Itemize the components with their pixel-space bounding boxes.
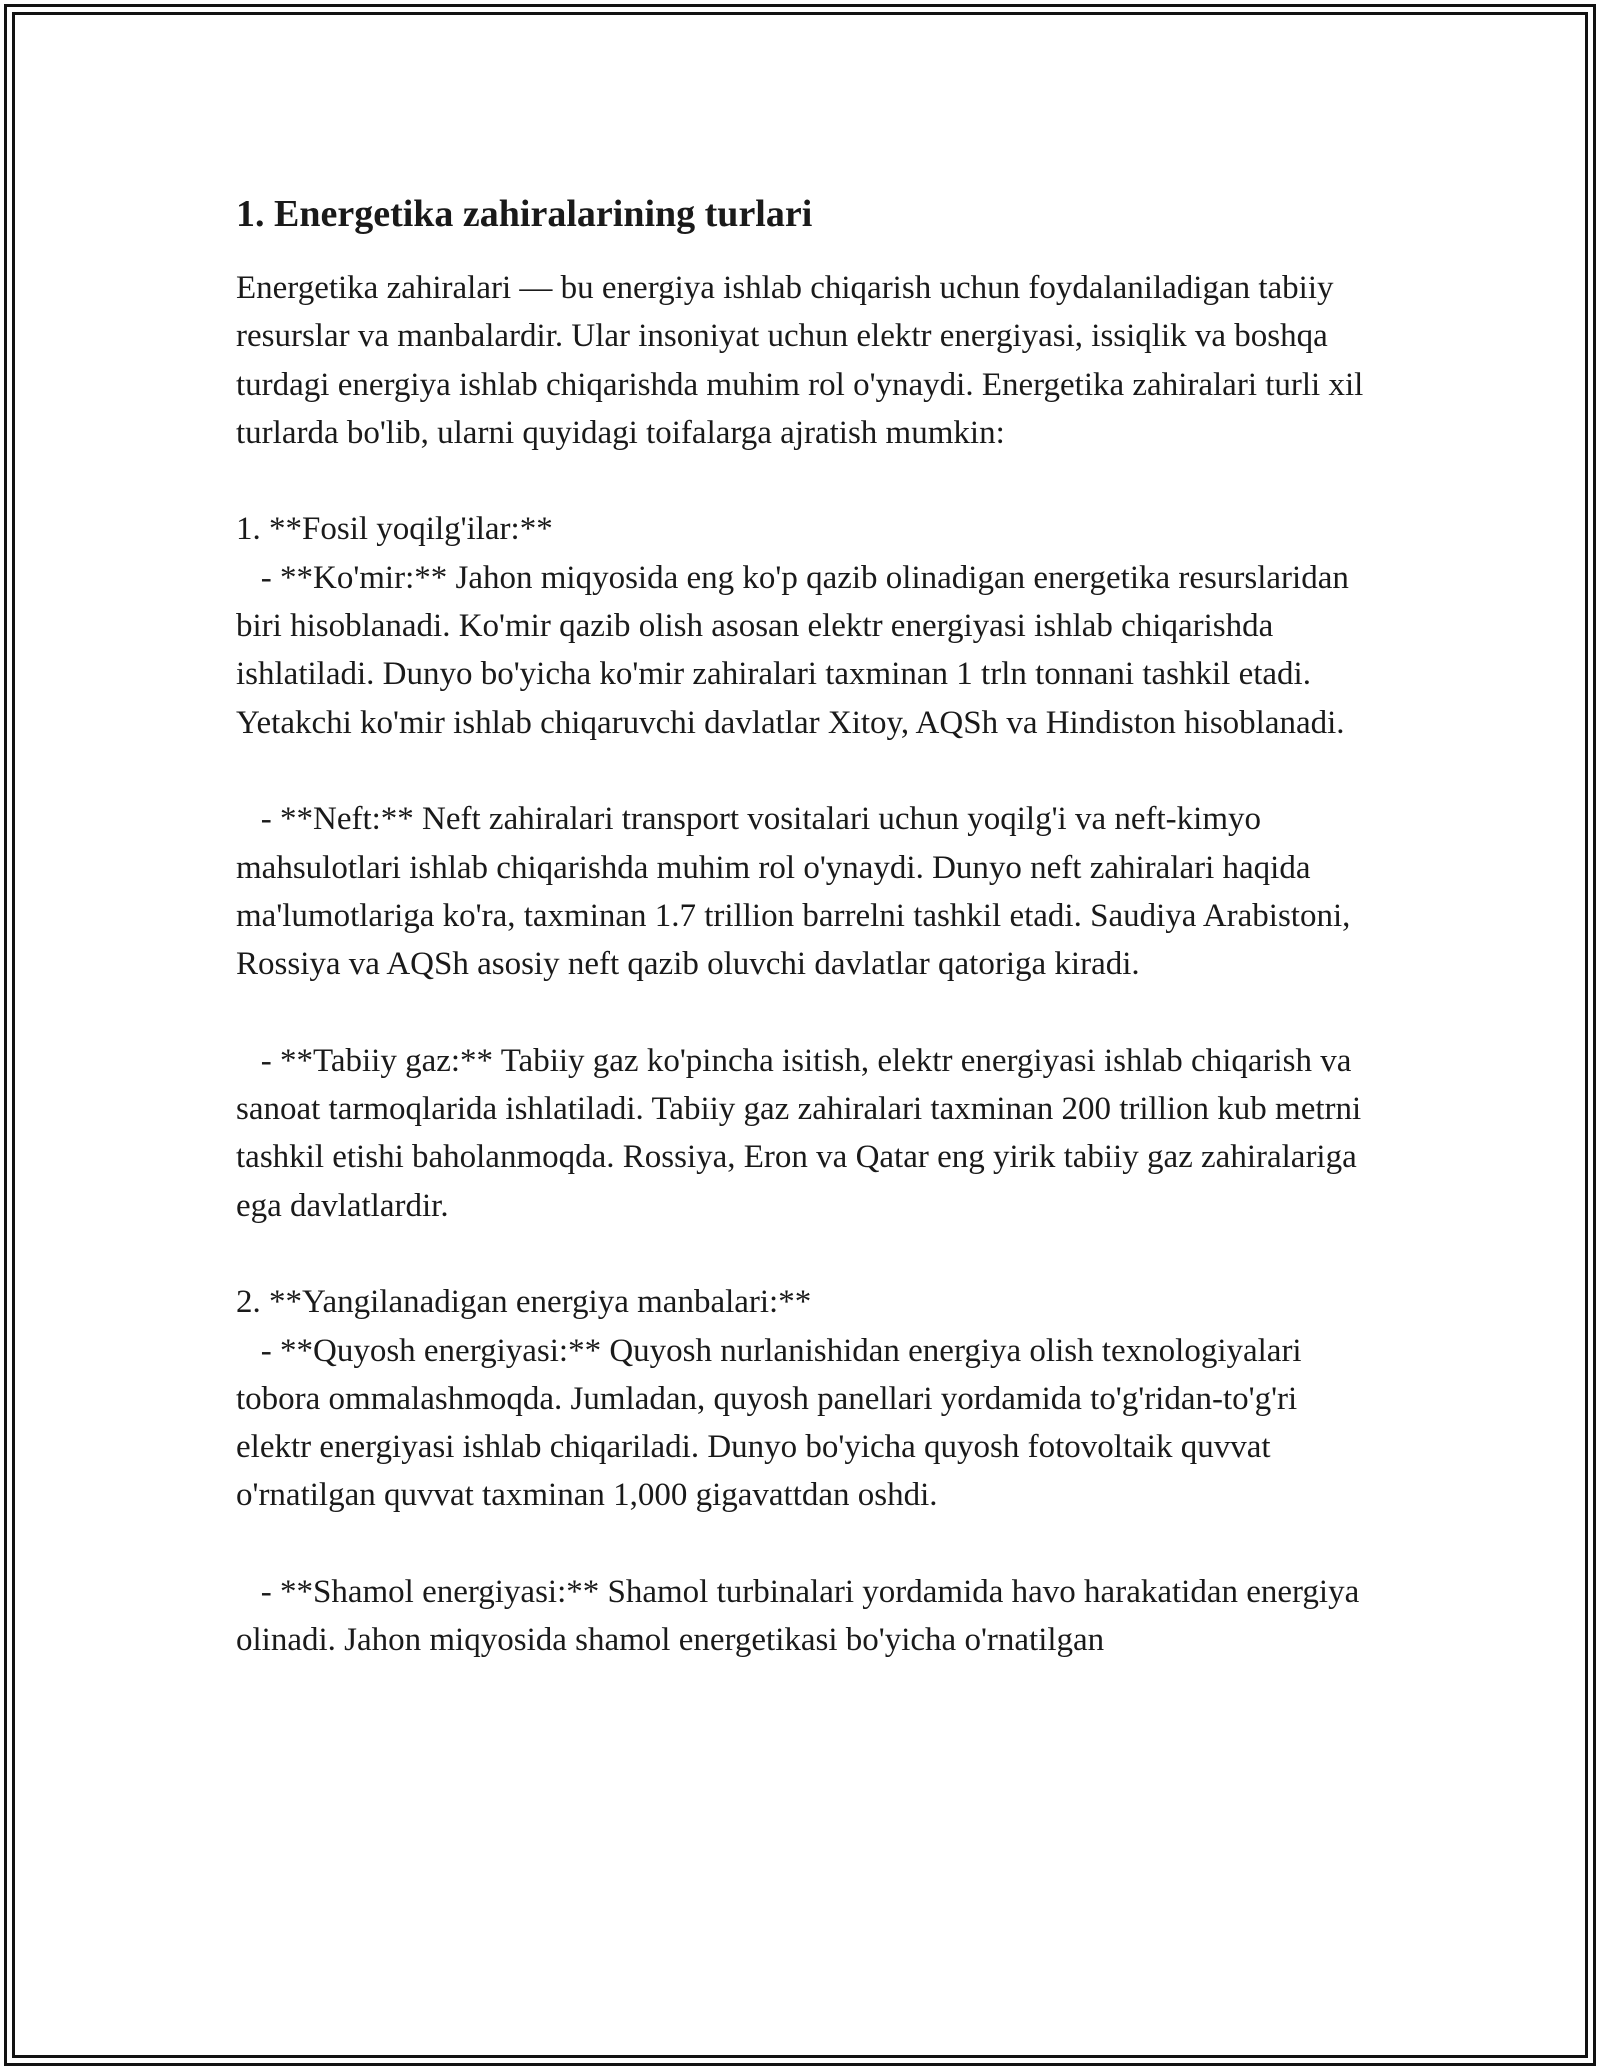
paragraph-spacer — [236, 988, 1376, 1036]
paragraph-spacer — [236, 1520, 1376, 1568]
paragraph-wind: - **Shamol energiyasi:** Shamol turbinalari yordamida havo harakatidan energiya olinadi. Jahon miqyosida shamol energetikasi bo'yicha o'rnatilgan — [236, 1574, 1368, 1659]
paragraph-natural-gas: - **Tabiiy gaz:** Tabiiy gaz ko'pincha isitish, elektr energiyasi ishlab chiqarish va sanoat tarmoqlarida ishlatiladi. Tabiiy gaz zahiralari taxminan 200 trillion kub metrni tashkil etishi baholanmoqda. Rossiya, Eron va Qatar eng yirik tabiiy gaz zahiralariga ega davlatlardir. — [236, 1042, 1370, 1224]
paragraph-oil: - **Neft:** Neft zahiralari transport vositalari uchun yoqilg'i va neft-kimyo mahsulotlari ishlab chiqarishda muhim rol o'ynaydi. Dunyo neft zahiralari haqida ma'lumotlariga ko'ra, taxminan 1.7 trillion barrelni tashkil etadi. Saudiya Arabistoni, Rossiya va AQSh asosiy neft qazib oluvchi davlatlar qatoriga kiradi. — [236, 801, 1359, 983]
paragraph-renewable-solar: 2. **Yangilanadigan energiya manbalari:** - **Quyosh energiyasi:** Quyosh nurlanishidan energiya olish texnologiyalari tobora ommalashmoqda. Jumladan, quyosh panellari yordamida to'g'ridan-to'g'ri elektr energiyasi ishlab chiqariladi. Dunyo bo'yicha quyosh fotovoltaik quvvat o'rnatilgan quvvat taxminan 1,000 gigavattdan oshdi. — [236, 1284, 1302, 1514]
paragraph-fossil-coal: 1. **Fosil yoqilg'ilar:** - **Ko'mir:** Jahon miqyosida eng ko'p qazib olinadigan energetika resurslaridan biri hisoblanadi. Ko'mir qazib olish asosan elektr energiyasi ishlab chiqarishda ishlatiladi. Dunyo bo'yicha ko'mir zahiralari taxminan 1 trln tonnani tashkil etadi. Yetakchi ko'mir ishlab chiqaruvchi davlatlar Xitoy, AQSh va Hindiston hisoblanadi. — [236, 511, 1349, 741]
paragraph-spacer — [236, 1230, 1376, 1278]
document-body — [236, 186, 1376, 1665]
section-heading: 1. Energetika zahiralarining turlari — [236, 193, 813, 235]
paragraph-intro: Energetika zahiralari — bu energiya ishlab chiqarish uchun foydalaniladigan tabiiy resurslar va manbalardir. Ular insoniyat uchun elektr energiyasi, issiqlik va boshqa turdagi energiya ishlab chiqarishda muhim rol o'ynaydi. Energetika zahiralari turli xil turlarda bo'lib, ularni quyidagi toifalarga ajratish mumkin: — [236, 270, 1372, 451]
paragraph-spacer — [236, 747, 1376, 795]
paragraph-spacer — [236, 457, 1376, 505]
